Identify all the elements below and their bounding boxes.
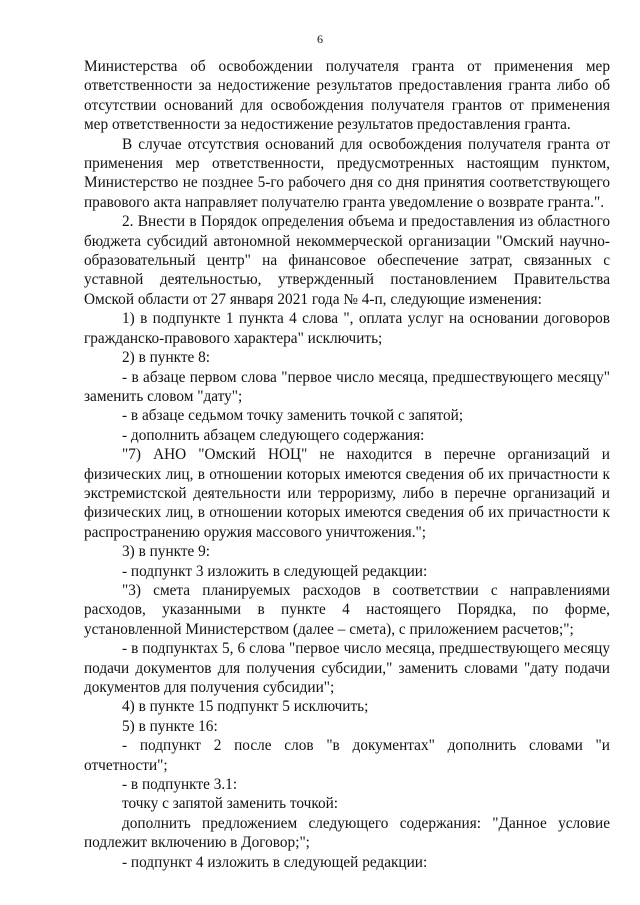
paragraph-10: 3) в пункте 9: (122, 543, 211, 561)
paragraph-13: - в подпунктах 5, 6 слова "первое число месяца, предшествующего месяцу подачи документов для получения субсидии," заменить словами "дату подачи документов для получения субсидии"; (84, 640, 610, 696)
paragraph-12: "3) смета планируемых расходов в соответствии с направлениями расходов, указанными в пункте 4 настоящего Порядка, по форме, установленной Министерством (далее – смета), с приложением расчетов;"; (84, 581, 610, 638)
paragraph-15: 5) в пункте 16: (122, 717, 218, 735)
paragraph-17: - в подпункте 3.1: (122, 776, 238, 794)
paragraph-14: 4) в пункте 15 подпункт 5 исключить; (122, 698, 369, 716)
paragraph-20: - подпункт 4 изложить в следующей редакции: (122, 853, 428, 871)
paragraph-8: - дополнить абзацем следующего содержания: (122, 426, 425, 444)
paragraph-2: В случае отсутствия оснований для освобождения получателя гранта от применения мер ответственности, предусмотренных настоящим пунктом, Министерство не позднее 5-го рабочего дня со дня принятия соответствующего правового акта направляет получателю гранта уведомление о возврате гранта.". (84, 135, 610, 211)
paragraph-16: - подпункт 2 после слов "в документах" дополнить словами "и отчетности"; (84, 737, 610, 774)
paragraph-9: "7) АНО "Омский НОЦ" не находится в перечне организаций и физических лиц, в отношении которых имеются сведения об их причастности к экстремистской деятельности или терроризму, либо в перечне организаций и физических лиц, в отношении которых имеются сведения об их причастности к распространению оружия массового уничтожения."; (84, 446, 610, 541)
page-number: 6 (317, 32, 323, 46)
paragraph-19: дополнить предложением следующего содержания: "Данное условие подлежит включению в Договор;"; (84, 814, 610, 852)
document-body (84, 57, 610, 872)
paragraph-5: 2) в пункте 8: (122, 349, 211, 367)
paragraph-6: - в абзаце первом слова "первое число месяца, предшествующего месяцу" заменить словом "дату"; (84, 368, 610, 405)
paragraph-1: Министерства об освобождении получателя гранта от применения мер ответственности за недостижение результатов предоставления гранта либо об отсутствии оснований для освобождения получателя грантов от применения мер ответственности за недостижение результатов предоставления гранта. (84, 58, 610, 134)
paragraph-4: 1) в подпункте 1 пункта 4 слова ", оплата услуг на основании договоров гражданско-правового характера" исключить; (84, 310, 610, 347)
paragraph-18: точку с запятой заменить точкой: (122, 795, 339, 813)
paragraph-3: 2. Внести в Порядок определения объема и предоставления из областного бюджета субсидий автономной некоммерческой организации "Омский научно-образовательный центр" на финансовое обеспечение затрат, связанных с уставной деятельностью, утвержденный постановлением Правительства Омской области от 27 января 2021 года № 4-п, следующие изменения: (84, 213, 610, 308)
paragraph-7: - в абзаце седьмом точку заменить точкой с запятой; (122, 407, 464, 425)
paragraph-11: - подпункт 3 изложить в следующей редакции: (122, 562, 428, 580)
